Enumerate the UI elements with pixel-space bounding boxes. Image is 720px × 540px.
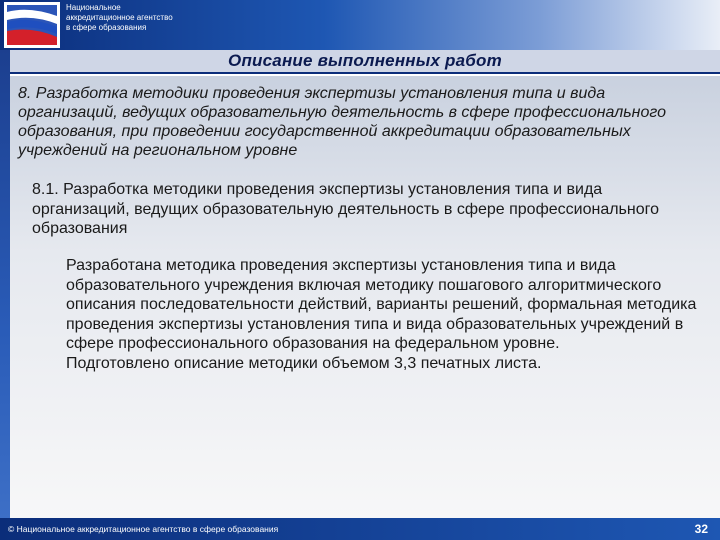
section-heading: 8. Разработка методики проведения экспертизы установления типа и вида организаций, ведущих образовательную деятельность в сфере профессионального образования, при проведении государственной аккредитации образовательных учреждений на региональном уровне xyxy=(18,85,666,159)
title-bar xyxy=(10,50,720,74)
copyright-text: © Национальное аккредитационное агентство в сфере образования xyxy=(8,524,279,534)
sidebar-stripe xyxy=(0,50,10,518)
agency-name-line-3: в сфере образования xyxy=(66,23,147,32)
body-paragraph: Разработана методика проведения экспертизы установления типа и вида образовательного учреждения включая методику пошагового алгоритмического описания последовательности действий, варианты решений, формальная методика проведения экспертизы установления типа и вида образовательных учреждений в сфере профессионального образования на федеральном уровне. xyxy=(66,257,697,352)
header-bar xyxy=(0,0,720,50)
body-text xyxy=(66,256,716,373)
slide-content xyxy=(10,76,720,518)
agency-name-line-1: Национальное xyxy=(66,3,121,12)
agency-logo xyxy=(4,2,60,48)
subsection-heading: 8.1. Разработка методики проведения экспертизы установления типа и вида организаций, ведущих образовательную деятельность в сфере профессионального образования xyxy=(32,181,659,237)
footer-bar xyxy=(0,518,720,540)
agency-name xyxy=(66,3,286,33)
slide-title: Описание выполненных работ xyxy=(228,51,502,70)
body-paragraph: Подготовлено описание методики объемом 3,3 печатных листа. xyxy=(66,354,542,372)
page-number: 32 xyxy=(694,522,708,536)
agency-name-line-2: аккредитационное агентство xyxy=(66,13,173,22)
